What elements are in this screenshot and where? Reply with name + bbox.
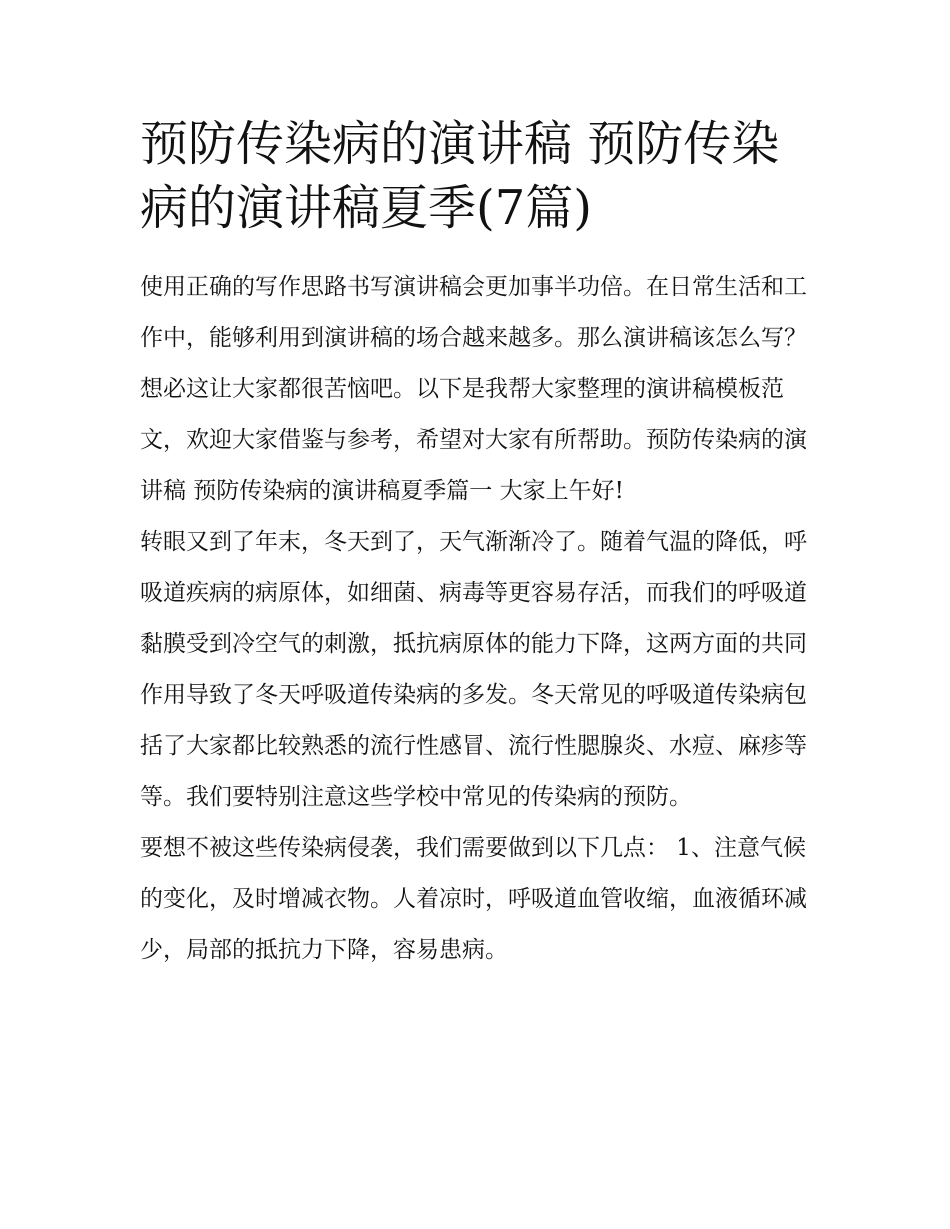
document-title: 预防传染病的演讲稿 预防传染病的演讲稿夏季(7篇) — [140, 116, 780, 236]
paragraph-prevention: 要想不被这些传染病侵袭，我们需要做到以下几点： 1、注意气候的变化，及时增减衣物。人着凉时，呼吸道血管收缩，血液循环减少，局部的抵抗力下降，容易患病。 — [140, 835, 807, 963]
paragraph-intro: 使用正确的写作思路书写演讲稿会更加事半功倍。在日常生活和工作中，能够利用到演讲稿的场合越来越多。那么演讲稿该怎么写？想必这让大家都很苦恼吧。以下是我帮大家整理的演讲稿模板范文，欢迎大家借鉴与参考，希望对大家有所帮助。预防传染病的演讲稿 预防传染病的演讲稿夏季篇一 大家上午好! — [140, 274, 807, 504]
paragraph-winter-diseases: 转眼又到了年末，冬天到了，天气渐渐冷了。随着气温的降低，呼吸道疾病的病原体，如细菌、病毒等更容易存活，而我们的呼吸道黏膜受到冷空气的刺激，抵抗病原体的能力下降，这两方面的共同作用导致了冬天呼吸道传染病的多发。冬天常见的呼吸道传染病包括了大家都比较熟悉的流行性感冒、流行性腮腺炎、水痘、麻疹等等。我们要特别注意这些学校中常见的传染病的预防。 — [140, 529, 807, 810]
document-body — [140, 112, 812, 976]
